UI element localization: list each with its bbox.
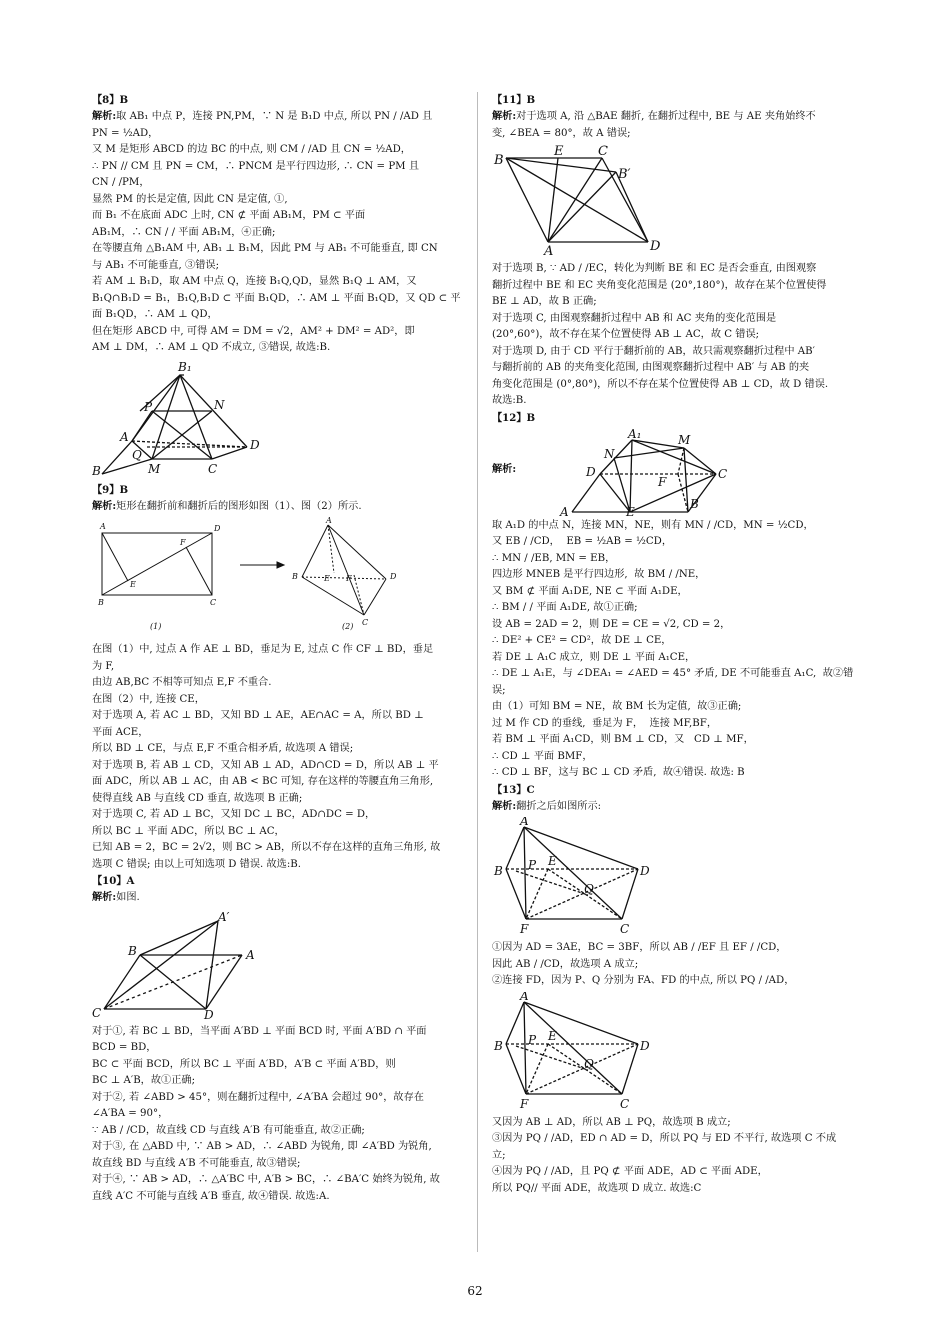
text-line: BC ⊂ 平面 BCD，所以 BC ⊥ 平面 A′BD，A′B ⊂ 平面 A′BD，则 bbox=[92, 1058, 396, 1070]
fig-label: N bbox=[214, 397, 225, 412]
text-line: 直线 A′C 不可能与直线 A′B 垂直, 故④错误. 故选:A. bbox=[92, 1190, 330, 1202]
fig-label: C bbox=[620, 922, 630, 935]
text-line: 选项 C 错误; 由以上可知选项 D 错误. 故选:B. bbox=[92, 858, 302, 870]
fig-label: B bbox=[494, 1038, 503, 1053]
text-line: ①因为 AD = 3AE，BC = 3BF，所以 AB / /EF 且 EF / /CD， bbox=[492, 942, 787, 953]
analysis-text: 对于选项 A, 沿 △BAE 翻折, 在翻折过程中, BE 与 AE 夹角始终不 bbox=[516, 111, 816, 122]
figure-13 bbox=[492, 817, 672, 935]
fig-label: D bbox=[390, 572, 397, 581]
analysis-label: 解析: bbox=[492, 110, 517, 122]
column-divider bbox=[477, 92, 478, 1252]
analysis-label: 解析: bbox=[92, 891, 117, 903]
question-heading: 【10】A bbox=[92, 875, 135, 887]
fig-label: F bbox=[180, 538, 186, 547]
text-line: 与 AB₁ 不可能垂直, ③错误; bbox=[92, 259, 219, 271]
text-line: ④因为 PQ / /AD，且 PQ ⊄ 平面 ADE，AD ⊂ 平面 ADE， bbox=[492, 1166, 768, 1177]
question-heading: 【13】C bbox=[492, 783, 535, 796]
text-line: 对于③, 在 △ABD 中, ∵ AB > AD，∴ ∠ABD 为锐角, 即 ∠A′BD 为锐角, bbox=[92, 1141, 432, 1152]
fig-label: B bbox=[494, 864, 503, 878]
text-line: 立; bbox=[492, 1149, 506, 1161]
text-line: 故选:B. bbox=[492, 395, 527, 406]
text-line: ∴ DE ⊥ A₁E，与 ∠DEA₁ = ∠AED = 45° 矛盾, DE 不可能垂直 A₁C, 故②错 bbox=[492, 668, 854, 679]
analysis-text: 如图. bbox=[116, 892, 140, 903]
text-line: 但在矩形 ABCD 中, 可得 AM = DM = √2，AM² + DM² = AD²，即 bbox=[92, 325, 415, 337]
fig-label: C bbox=[92, 1005, 102, 1019]
fig-label: B bbox=[292, 572, 298, 581]
text-line: 在图（1）中, 过点 A 作 AE ⊥ BD，垂足为 E, 过点 C 作 CF ⊥ BD，垂足 bbox=[92, 644, 434, 655]
fig-label: F bbox=[658, 474, 667, 489]
text-line: ∴ CD ⊥ 平面 BMF， bbox=[492, 750, 593, 762]
fig-label: (2) bbox=[342, 622, 354, 631]
fig-label: C bbox=[210, 598, 217, 607]
fig-label: M bbox=[678, 432, 691, 447]
text-line: ∵ AB / /CD，故直线 CD 与直线 A′B 有可能垂直, 故②正确; bbox=[92, 1124, 365, 1136]
text-line: 所以 BD ⊥ CE，与点 E,F 不重合相矛盾, 故选项 A 错误; bbox=[92, 743, 354, 754]
fig-label: B′ bbox=[618, 167, 631, 182]
figure-12 bbox=[528, 428, 748, 516]
question-heading: 【9】B bbox=[92, 483, 129, 496]
text-line: 四边形 MNEB 是平行四边形, 故 BM / /NE， bbox=[492, 569, 706, 580]
fig-label: E bbox=[626, 504, 635, 516]
text-line: 误; bbox=[492, 684, 506, 696]
text-line: 若 DE ⊥ A₁C 成立, 则 DE ⊥ 平面 A₁CE， bbox=[492, 651, 696, 663]
figure-8 bbox=[92, 359, 292, 477]
text-line: 过 M 作 CD 的垂线, 垂足为 F， 连接 MF,BF， bbox=[492, 717, 718, 729]
figure-13 bbox=[492, 992, 672, 1110]
fig-label: A bbox=[100, 522, 106, 531]
text-line: 又因为 AB ⊥ AD，所以 AB ⊥ PQ，故选项 B 成立; bbox=[492, 1116, 731, 1128]
fig-label: A bbox=[544, 244, 554, 256]
fig-label: B bbox=[92, 463, 101, 477]
page-number: 62 bbox=[467, 1284, 483, 1298]
text-line: BCD = BD， bbox=[92, 1042, 157, 1053]
fig-label: Q bbox=[584, 882, 594, 896]
fig-label: B bbox=[98, 598, 104, 607]
left-column bbox=[92, 92, 464, 1205]
analysis-label: 解析: bbox=[492, 799, 517, 812]
text-line: 取 A₁D 的中点 N，连接 MN，NE，则有 MN / /CD，MN = ½CD， bbox=[492, 519, 814, 531]
text-line: AB₁M，∴ CN / / 平面 AB₁M，④正确; bbox=[92, 226, 276, 238]
text-line: 已知 AB = 2，BC = 2√2，则 BC > AB，所以不存在这样的直角三角形, 故 bbox=[92, 842, 441, 853]
analysis-text: 矩形在翻折前和翻折后的图形如图（1）、图（2）所示. bbox=[116, 500, 362, 512]
fig-label: D bbox=[640, 1038, 650, 1053]
analysis-line bbox=[92, 108, 464, 126]
analysis-line bbox=[492, 108, 864, 126]
fig-label: E bbox=[548, 1028, 557, 1043]
text-line: AM ⊥ DM，∴ AM ⊥ QD 不成立, ③错误, 故选:B. bbox=[92, 342, 331, 353]
text-line: 对于选项 C, 若 AD ⊥ BC，又知 DC ⊥ BC，AD∩DC = D， bbox=[92, 809, 376, 820]
figure-fig11 bbox=[492, 144, 864, 259]
text-line: ∴ PN // CM 且 PN = CM，∴ PNCM 是平行四边形, ∴ CN = PM 且 bbox=[92, 160, 420, 172]
fig-label: A′ bbox=[218, 909, 230, 924]
fig-label: P bbox=[528, 1032, 537, 1047]
fig-label: D bbox=[640, 864, 650, 878]
text-line: 由（1）可知 BM = NE，故 BM 长为定值, 故③正确; bbox=[492, 701, 742, 712]
text-line: 角变化范围是 (0°,80°)，所以不存在某个位置使得 AB ⊥ CD，故 D 错误. bbox=[492, 378, 829, 390]
fig-label: B bbox=[690, 496, 699, 511]
fig-label: C bbox=[208, 461, 218, 476]
text-line: BC ⊥ A′B，故①正确; bbox=[92, 1075, 196, 1086]
figure-9 bbox=[92, 517, 412, 637]
text-line: 若 AM ⊥ B₁D，取 AM 中点 Q，连接 B₁Q,QD，显然 B₁Q ⊥ AM，又 bbox=[92, 276, 417, 287]
fig-label: C bbox=[598, 144, 608, 159]
figure-fig10 bbox=[92, 909, 464, 1022]
text-line: 所以 BC ⊥ 平面 ADC，所以 BC ⊥ AC， bbox=[92, 825, 285, 837]
figure-fig8 bbox=[92, 359, 464, 480]
text-line: 显然 PM 的长是定值, 因此 CN 是定值, ①, bbox=[92, 193, 288, 205]
fig-label: F bbox=[520, 1096, 529, 1110]
text-line: 所以 PQ// 平面 ADE，故选项 D 成立. 故选:C bbox=[492, 1182, 702, 1194]
fig-label: E bbox=[554, 144, 564, 159]
fig-label: (1) bbox=[150, 622, 162, 631]
text-line: 与翻折前的 AB 的夹角变化范围, 由图观察翻折过程中 AB′ 与 AB 的夹 bbox=[492, 362, 810, 373]
fig-label: B bbox=[128, 943, 137, 958]
text-line: ∠A′BA = 90°， bbox=[92, 1108, 169, 1119]
analysis-text: 取 AB₁ 中点 P，连接 PN,PM，∵ N 是 B₁D 中点, 所以 PN / /AD 且 bbox=[116, 111, 433, 122]
fig-label: A bbox=[246, 947, 255, 962]
fig-label: D bbox=[214, 524, 221, 533]
text-line: 由边 AB,BC 不相等可知点 E,F 不重合. bbox=[92, 677, 272, 688]
text-line: ∴ CD ⊥ BF，这与 BC ⊥ CD 矛盾, 故④错误. 故选: B bbox=[492, 767, 745, 778]
text-line: 又 EB / /CD， EB = ½AB = ½CD， bbox=[492, 536, 673, 547]
fig-label: C bbox=[718, 466, 728, 481]
figure-fig13b bbox=[492, 992, 864, 1113]
text-line: 变, ∠BEA = 80°，故 A 错误; bbox=[492, 127, 631, 139]
text-line: 对于①, 若 BC ⊥ BD，当平面 A′BD ⊥ 平面 BCD 时, 平面 A′BD ∩ 平面 bbox=[92, 1025, 427, 1037]
figure-10 bbox=[92, 909, 272, 1019]
text-line: 而 B₁ 不在底面 ADC 上时, CN ⊄ 平面 AB₁M，PM ⊂ 平面 bbox=[92, 210, 366, 221]
text-line: ∴ DE² + CE² = CD²，故 DE ⊥ CE， bbox=[492, 635, 672, 646]
analysis-label: 解析: bbox=[492, 462, 517, 475]
text-line: 若 BM ⊥ 平面 A₁CD，则 BM ⊥ CD，又 CD ⊥ MF， bbox=[492, 734, 754, 745]
text-line: 对于②, 若 ∠ABD > 45°，则在翻折过程中, ∠A′BA 会超过 90°，故存在 bbox=[92, 1091, 424, 1103]
text-line: ③因为 PQ / /AD，ED ∩ AD = D，所以 PQ 与 ED 不平行, 故选项 C 不成 bbox=[492, 1133, 837, 1144]
text-line: 又 BM ⊄ 平面 A₁DE, NE ⊂ 平面 A₁DE， bbox=[492, 585, 688, 597]
analysis-line bbox=[492, 798, 864, 816]
question-heading: 【8】B bbox=[92, 94, 129, 106]
analysis-label: 解析: bbox=[92, 110, 117, 122]
text-line: BE ⊥ AD，故 B 正确; bbox=[492, 296, 597, 307]
text-line: 又 M 是矩形 ABCD 的边 BC 的中点, 则 CM / /AD 且 CN = ½AD， bbox=[92, 144, 411, 155]
fig-label: P bbox=[144, 399, 153, 414]
text-line: 故直线 BD 与直线 A′B 不可能垂直, 故③错误; bbox=[92, 1157, 301, 1169]
question-heading: 【11】B bbox=[492, 94, 536, 106]
text-line: 对于选项 C, 由图观察翻折过程中 AB 和 AC 夹角的变化范围是 bbox=[492, 312, 777, 324]
fig-label: E bbox=[324, 574, 330, 583]
fig-label: D bbox=[650, 239, 661, 254]
analysis-line bbox=[92, 889, 464, 907]
text-line: ∴ MN / /EB, MN = EB， bbox=[492, 552, 616, 564]
text-line: 设 AB = 2AD = 2，则 DE = CE = √2, CD = 2， bbox=[492, 618, 731, 630]
text-line: 对于选项 A, 若 AC ⊥ BD，又知 BD ⊥ AE，AE∩AC = A，所以 BD ⊥ bbox=[92, 710, 424, 721]
fig-label: D bbox=[204, 1007, 214, 1019]
text-line: 在等腰直角 △B₁AM 中, AB₁ ⊥ B₁M，因此 PM 与 AB₁ 不可能垂直, 即 CN bbox=[92, 243, 438, 254]
figure-fig9 bbox=[92, 517, 464, 640]
fig-label: A bbox=[326, 517, 332, 525]
text-line: 在图（2）中, 连接 CE， bbox=[92, 693, 205, 705]
text-line: 面 ADC，所以 AB ⊥ AC，由 AB < BC 可知, 存在这样的等腰直角三角形, bbox=[92, 776, 434, 787]
figure-fig13a bbox=[492, 817, 864, 938]
fig-label: A bbox=[520, 817, 529, 828]
text-line: 使得直线 AB 与直线 CD 垂直, 故选项 B 正确; bbox=[92, 792, 303, 804]
text-line: 对于选项 B, ∵ AD / /EC，转化为判断 BE 和 EC 是否会垂直, 由图观察 bbox=[492, 263, 817, 274]
text-line: 平面 ACE， bbox=[92, 726, 149, 738]
fig-label: C bbox=[620, 1096, 630, 1110]
fig-label: P bbox=[528, 858, 537, 872]
text-line: ②连接 FD，因为 P、Q 分别为 FA、FD 的中点, 所以 PQ / /AD， bbox=[492, 975, 795, 986]
analysis-label: 解析: bbox=[92, 499, 117, 512]
analysis-text: 翻折之后如图所示: bbox=[516, 800, 602, 812]
text-line: 对于选项 D, 由于 CD 平行于翻折前的 AB，故只需观察翻折过程中 AB′ bbox=[492, 345, 815, 357]
fig-label: Q bbox=[584, 1056, 594, 1071]
fig-label: A bbox=[560, 504, 569, 516]
fig-label: A bbox=[520, 991, 529, 1003]
text-line: 因此 AB / /CD，故选项 A 成立; bbox=[492, 958, 639, 970]
fig-label: N bbox=[604, 446, 615, 461]
fig-label: F bbox=[520, 922, 529, 935]
text-line: 对于选项 B, 若 AB ⊥ CD，又知 AB ⊥ AD，AD∩CD = D，所以 AB ⊥ 平 bbox=[92, 759, 439, 771]
text-line: PN = ½AD， bbox=[92, 127, 159, 139]
text-line: 为 F, bbox=[92, 660, 115, 672]
fig-label: E bbox=[130, 580, 136, 589]
text-line: 翻折过程中 BE 和 EC 夹角变化范围是 (20°,180°)，故存在某个位置使得 bbox=[492, 279, 827, 291]
text-line: 面 B₁QD，∴ AM ⊥ QD， bbox=[92, 309, 218, 320]
text-line: ∴ BM / / 平面 A₁DE, 故①正确; bbox=[492, 602, 638, 613]
fig-label: B bbox=[494, 153, 504, 168]
text-line: CN / /PM， bbox=[92, 177, 150, 188]
question-heading: 【12】B bbox=[492, 411, 536, 424]
figure-fig12 bbox=[492, 428, 864, 516]
figure-11 bbox=[492, 144, 682, 256]
fig-label: A bbox=[120, 429, 129, 444]
text-line: B₁Q∩B₁D = B₁，B₁Q,B₁D ⊂ 平面 B₁QD，∴ AM ⊥ 平面 B₁QD，又 QD ⊂ 平 bbox=[92, 292, 461, 304]
fig-label: M bbox=[148, 461, 161, 476]
fig-label: D bbox=[250, 437, 260, 452]
fig-label: F bbox=[346, 574, 352, 583]
text-line: 对于④, ∵ AB > AD，∴ △A′BC 中, A′B > BC，∴ ∠BA′C 始终为锐角, 故 bbox=[92, 1174, 440, 1185]
fig-label: C bbox=[362, 618, 369, 627]
right-column bbox=[492, 92, 864, 1197]
fig-label: E bbox=[548, 854, 557, 868]
text-line: (20°,60°)，故不存在某个位置使得 AB ⊥ AC，故 C 错误; bbox=[492, 329, 760, 340]
analysis-line bbox=[92, 498, 464, 516]
fig-label: A₁ bbox=[628, 427, 642, 441]
fig-label: D bbox=[586, 464, 596, 479]
fig-label: B₁ bbox=[178, 359, 192, 374]
fig-label: Q bbox=[132, 447, 142, 462]
